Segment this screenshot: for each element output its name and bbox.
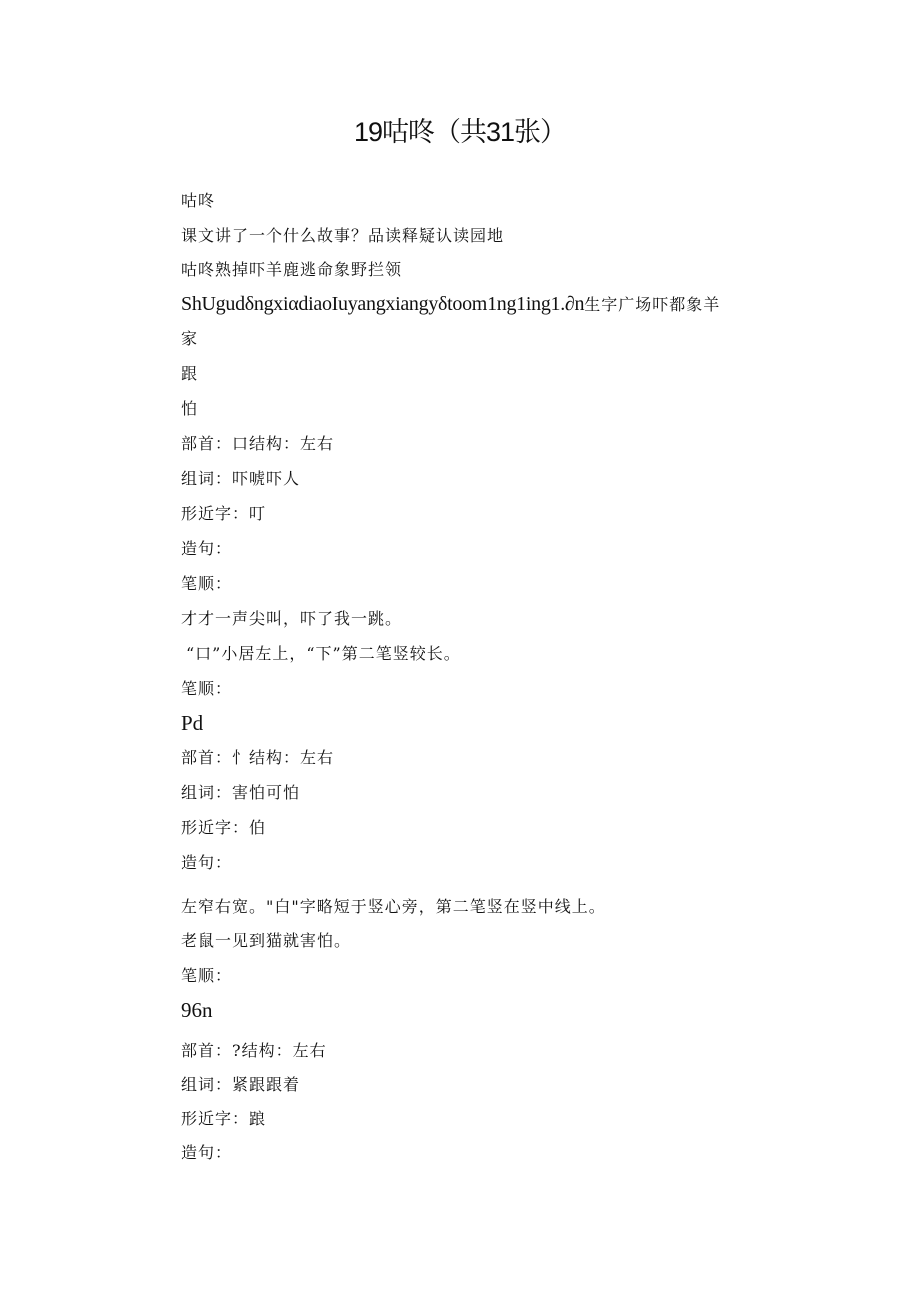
pinyin-heading: 96n [181,998,213,1022]
pinyin-text: ShUgudδngxiαdiaoIuyangxiangyδtoom1ng1ing1.∂n [181,293,585,315]
pinyin-heading: Pd [181,711,204,735]
word-group: 组词：吓唬吓人 [181,469,301,488]
char-heading: 家 [181,329,199,348]
vocab-line: 咕咚熟掉吓羊鹿逃命象野拦领 [181,260,403,279]
new-characters-text: 生字广场吓都象羊 [584,295,721,314]
writing-tip: 左窄右宽。"白"字略短于竖心旁，第二笔竖在竖中线上。 [181,897,606,916]
similar-char: 形近字：叮 [181,504,267,523]
pinyin-line [181,292,720,317]
radical-structure: 部首：?结构：左右 [181,1041,327,1060]
word-group: 组词：紧跟跟着 [181,1075,301,1094]
char-heading: 怕 [181,399,199,418]
writing-tip: “口”小居左上，“下”第二笔竖较长。 [186,644,461,663]
text-line: 课文讲了一个什么故事？品读释疑认读园地 [181,226,505,245]
radical-structure: 部首：忄结构：左右 [181,748,335,767]
stroke-order-label: 笔顺： [181,679,233,698]
example-sentence: 才才一声尖叫，吓了我一跳。 [181,609,403,628]
radical-structure: 部首：口结构：左右 [181,434,335,453]
similar-char: 形近字：伯 [181,818,267,837]
sentence-label: 造句： [181,539,233,558]
sentence-label: 造句： [181,853,233,872]
char-heading: 跟 [181,364,199,383]
similar-char: 形近字：踉 [181,1109,267,1128]
example-sentence: 老鼠一见到猫就害怕。 [181,931,352,950]
stroke-order-label: 笔顺： [181,966,233,985]
page-title: 19咕咚（共31张） [353,117,567,147]
lesson-name: 咕咚 [181,191,216,210]
stroke-order-label: 笔顺： [181,574,233,593]
sentence-label: 造句： [181,1143,233,1162]
word-group: 组词：害怕可怕 [181,783,301,802]
